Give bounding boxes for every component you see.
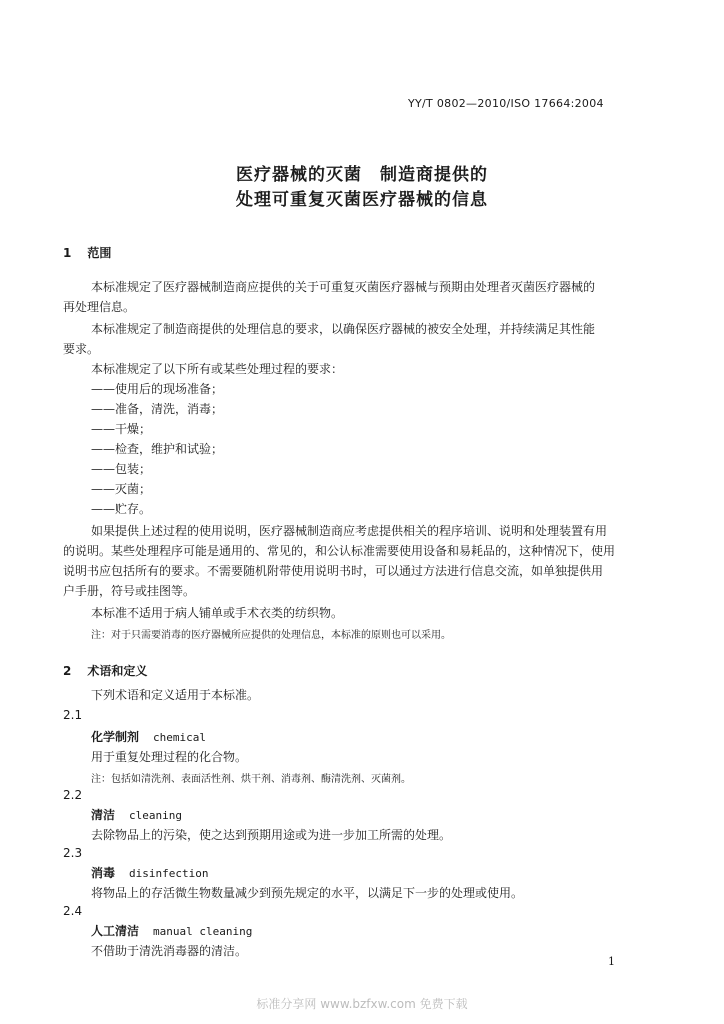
- clause-number: 2.1: [63, 708, 83, 722]
- note: 注：包括如清洗剂、表面活性剂、烘干剂、消毒剂、酶清洗剂、灭菌剂。: [91, 774, 411, 785]
- section-title: 范围: [87, 246, 112, 260]
- paragraph: 本标准规定了医疗器械制造商应提供的关于可重复灭菌医疗器械与预期由处理者灭菌医疗器械的: [91, 280, 596, 294]
- definition: 将物品上的存活微生物数量减少到预先规定的水平，以满足下一步的处理或使用。: [91, 886, 524, 900]
- section-number: 1: [63, 246, 72, 260]
- section-2-heading: [63, 662, 147, 679]
- clause-number: 2.4: [63, 904, 83, 918]
- paragraph: 本标准不适用于病人铺单或手术衣类的纺织物。: [91, 606, 344, 620]
- list-item: ——准备，清洗，消毒；: [91, 402, 224, 416]
- paragraph: 如果提供上述过程的使用说明，医疗器械制造商应考虑提供相关的程序培训、说明和处理装置有用: [91, 524, 608, 538]
- definition: 不借助于清洗消毒器的清洁。: [91, 944, 248, 958]
- watermark: 标准分享网 www.bzfxw.com 免费下载: [256, 997, 468, 1011]
- paragraph: 的说明。某些处理程序可能是通用的、常见的，和公认标准需要使用设备和易耗品的，这种情况下，使用: [63, 544, 616, 558]
- document-title-line2: 处理可重复灭菌医疗器械的信息: [236, 190, 488, 210]
- paragraph: 要求。: [63, 342, 100, 356]
- paragraph: 本标准规定了以下所有或某些处理过程的要求：: [91, 362, 344, 376]
- paragraph: 下列术语和定义适用于本标准。: [91, 688, 260, 702]
- list-item: ——使用后的现场准备；: [91, 382, 224, 396]
- note: 注：对于只需要消毒的医疗器械所应提供的处理信息，本标准的原则也可以采用。: [91, 630, 451, 641]
- paragraph: 户手册，符号或挂图等。: [63, 584, 196, 598]
- definition: 去除物品上的污染，使之达到预期用途或为进一步加工所需的处理。: [91, 828, 452, 842]
- clause-number: 2.2: [63, 788, 83, 802]
- list-item: ——灭菌；: [91, 482, 152, 496]
- list-item: ——干燥；: [91, 422, 152, 436]
- paragraph: 再处理信息。: [63, 300, 136, 314]
- term: [91, 806, 182, 823]
- definition: 用于重复处理过程的化合物。: [91, 750, 248, 764]
- term-cn: 消毒: [91, 866, 116, 880]
- paragraph: 本标准规定了制造商提供的处理信息的要求，以确保医疗器械的被安全处理，并持续满足其性能: [91, 322, 596, 336]
- section-title: 术语和定义: [87, 664, 148, 678]
- term-en: cleaning: [129, 809, 182, 822]
- clause-number: 2.3: [63, 846, 83, 860]
- term-en: manual cleaning: [153, 925, 253, 938]
- term-cn: 人工清洁: [91, 924, 140, 938]
- list-item: ——包装；: [91, 462, 152, 476]
- term: [91, 728, 206, 745]
- paragraph: 说明书应包括所有的要求。不需要随机附带使用说明书时，可以通过方法进行信息交流，如单独提供用: [63, 564, 604, 578]
- document-title-line1: 医疗器械的灭菌 制造商提供的: [236, 165, 488, 185]
- list-item: ——贮存。: [91, 502, 152, 516]
- section-number: 2: [63, 664, 72, 678]
- term-en: chemical: [153, 731, 206, 744]
- standard-code: YY/T 0802—2010/ISO 17664:2004: [408, 97, 604, 110]
- term-cn: 清洁: [91, 808, 116, 822]
- term: [91, 922, 252, 939]
- list-item: ——检查，维护和试验；: [91, 442, 224, 456]
- term: [91, 864, 209, 881]
- term-en: disinfection: [129, 867, 209, 880]
- term-cn: 化学制剂: [91, 730, 140, 744]
- page-number: 1: [608, 955, 615, 968]
- section-1-heading: [63, 244, 111, 261]
